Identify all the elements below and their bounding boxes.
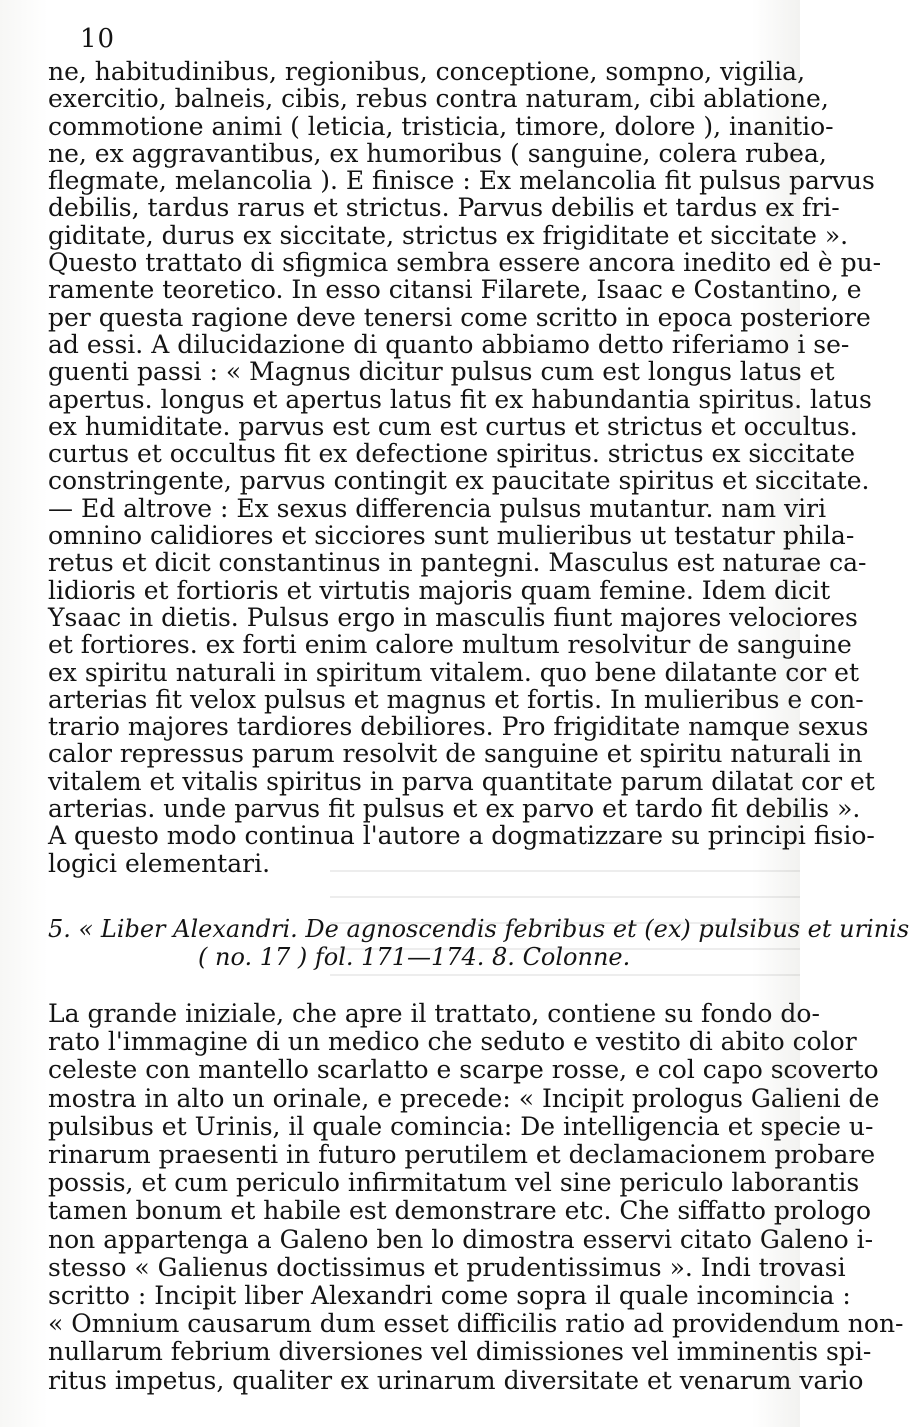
text-line: retus et dicit constantinus in pantegni. Masculus est naturae ca- xyxy=(48,548,867,578)
text-line: possis, et cum periculo infirmitatum vel sine periculo laborantis xyxy=(48,1168,860,1198)
text-line: rinarum praesenti in futuro perutilem et declamacionem probare xyxy=(48,1140,876,1170)
text-line: ramente teoretico. In esso citansi Filarete, Isaac e Costantino, e xyxy=(48,275,862,305)
text-line: ex spiritu naturali in spiritum vitalem. quo bene dilatante cor et xyxy=(48,657,860,687)
text-line: nullarum febrium diversiones vel dimissiones vel imminentis spi- xyxy=(48,1337,872,1367)
text-line: ad essi. A dilucidazione di quanto abbiamo detto riferiamo i se- xyxy=(48,329,850,359)
text-line: La grande iniziale, che apre il trattato, contiene su fondo do- xyxy=(48,999,820,1028)
text-line: lidioris et fortioris et virtutis majoris quam femine. Idem dicit xyxy=(48,575,831,605)
text-line: exercitio, balneis, cibis, rebus contra naturam, cibi ablatione, xyxy=(48,84,829,114)
text-line: logici elementari. xyxy=(48,848,271,878)
page-number: 10 xyxy=(80,24,116,54)
text-line: ne, ex aggravantibus, ex humoribus ( sanguine, colera rubea, xyxy=(48,138,827,168)
text-line: — Ed altrove : Ex sexus differencia pulsus mutantur. nam viri xyxy=(48,493,827,523)
text-line: Questo trattato di sfigmica sembra essere ancora inedito ed è pu- xyxy=(48,248,882,278)
text-line: A questo modo continua l'autore a dogmatizzare su principi fisio- xyxy=(48,821,875,851)
text-line: « Omnium causarum dum esset difficilis ratio ad providendum non- xyxy=(48,1309,904,1339)
text-line: constringente, parvus contingit ex paucitate spiritus et siccitate. xyxy=(48,466,870,496)
text-line: apertus. longus et apertus latus fit ex habundantia spiritus. latus xyxy=(48,384,872,414)
text-line: et fortiores. ex forti enim calore multum resolvitur de sanguine xyxy=(48,630,852,660)
text-line: curtus et occultus fit ex defectione spiritus. strictus ex siccitate xyxy=(48,439,855,469)
text-line: Ysaac in dietis. Pulsus ergo in masculis fiunt majores velociores xyxy=(48,602,858,632)
text-line: commotione animi ( leticia, tristicia, timore, dolore ), inanitio- xyxy=(48,111,834,141)
heading-line-2: ( no. 17 ) fol. 171—174. 8. Colonne. xyxy=(198,943,631,971)
heading-line-1: 5. « Liber Alexandri. De agnoscendis febribus et (ex) pulsibus et urinis xyxy=(48,915,909,943)
text-line: non appartenga a Galeno ben lo dimostra esservi citato Galeno i- xyxy=(48,1224,874,1254)
text-line: stesso « Galienus doctissimus et prudentissimus ». Indi trovasi xyxy=(48,1252,846,1282)
text-line: flegmate, melancolia ). E finisce : Ex melancolia fit pulsus parvus xyxy=(48,166,875,196)
text-line: calor repressus parum resolvit de sanguine et spiritu naturali in xyxy=(48,739,863,769)
section-heading xyxy=(48,915,909,971)
text-line: arterias. unde parvus fit pulsus et ex parvo et tardo fit debilis ». xyxy=(48,794,861,824)
text-line: trario majores tardiores debiliores. Pro frigiditate namque sexus xyxy=(48,712,869,742)
text-line: arterias fit velox pulsus et magnus et fortis. In mulieribus e con- xyxy=(48,684,864,714)
text-line: tamen bonum et habile est demonstrare etc. Che siffatto prologo xyxy=(48,1196,872,1226)
paragraph-2 xyxy=(48,999,904,1395)
text-line: ne, habitudinibus, regionibus, conceptione, sompno, vigilia, xyxy=(48,57,806,86)
text-line: scritto : Incipit liber Alexandri come sopra il quale incomincia : xyxy=(48,1281,851,1311)
text-line: debilis, tardus rarus et strictus. Parvus debilis et tardus ex fri- xyxy=(48,193,840,223)
text-line: pulsibus et Urinis, il quale comincia: De intelligencia et specie u- xyxy=(48,1111,874,1141)
text-line: mostra in alto un orinale, e precede: « Incipit prologus Galieni de xyxy=(48,1083,880,1113)
text-line: per questa ragione deve tenersi come scritto in epoca posteriore xyxy=(48,302,871,332)
text-line: vitalem et vitalis spiritus in parva quantitate parum dilatat cor et xyxy=(48,766,875,796)
text-line: ex humiditate. parvus est cum est curtus et strictus et occultus. xyxy=(48,411,858,441)
text-line: giditate, durus ex siccitate, strictus ex frigiditate et siccitate ». xyxy=(48,220,849,250)
paragraph-1 xyxy=(48,57,882,878)
text-line: ritus impetus, qualiter ex urinarum diversitate et venarum vario xyxy=(48,1365,864,1395)
text-line: rato l'immagine di un medico che seduto e vestito di abito color xyxy=(48,1027,857,1057)
text-line: omnino calidiores et sicciores sunt mulieribus ut testatur phila- xyxy=(48,521,855,551)
text-line: celeste con mantello scarlatto e scarpe rosse, e col capo scoverto xyxy=(48,1055,879,1085)
text-line: guenti passi : « Magnus dicitur pulsus cum est longus latus et xyxy=(48,357,835,387)
